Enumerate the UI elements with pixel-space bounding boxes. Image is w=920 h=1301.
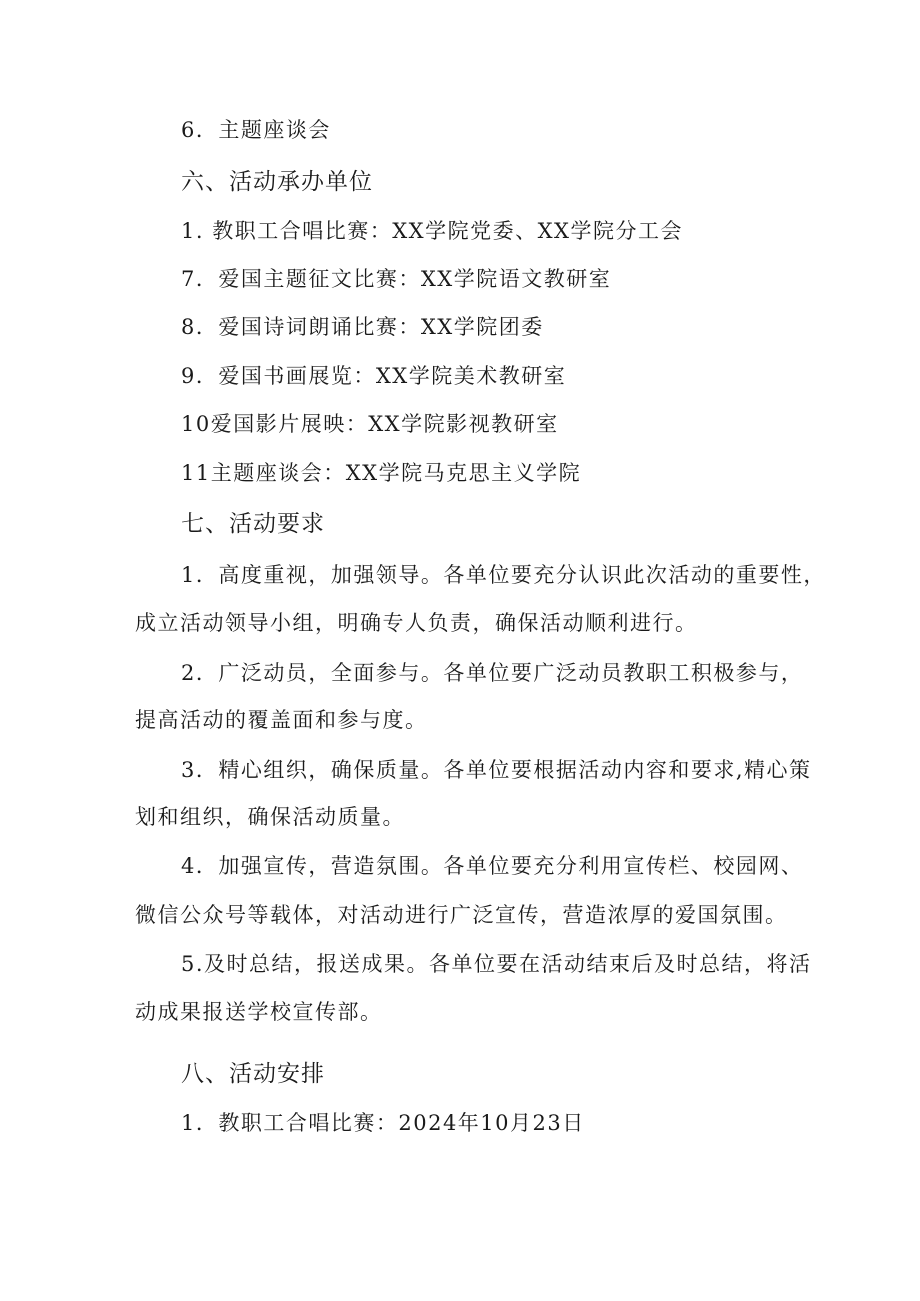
requirement-4-line2: 微信公众号等载体，对活动进行广泛宣传，营造浓厚的爱国氛围。 bbox=[135, 903, 788, 927]
requirement-2-line2: 提高活动的覆盖面和参与度。 bbox=[135, 708, 428, 732]
requirement-5-line2: 动成果报送学校宣传部。 bbox=[135, 1000, 383, 1024]
organizer-item-calligraphy: 9．爱国书画展览：XX学院美术教研室 bbox=[181, 364, 567, 388]
organizer-item-forum: 11主题座谈会：XX学院马克思主义学院 bbox=[181, 461, 582, 485]
organizer-item-film: 10爱国影片展映：XX学院影视教研室 bbox=[181, 412, 559, 436]
section-heading-requirements: 七、活动要求 bbox=[181, 511, 325, 537]
organizer-item-choir: 1. 教职工合唱比赛：XX学院党委、XX学院分工会 bbox=[181, 219, 684, 243]
requirement-4-line1: 4．加强宣传，营造氛围。各单位要充分利用宣传栏、校园网、 bbox=[181, 854, 804, 878]
requirement-3-line2: 划和组织，确保活动质量。 bbox=[135, 805, 405, 829]
requirement-2-line1: 2．广泛动员，全面参与。各单位要广泛动员教职工积极参与， bbox=[181, 661, 804, 685]
section-heading-schedule: 八、活动安排 bbox=[181, 1061, 325, 1087]
schedule-item-choir: 1．教职工合唱比赛：2024年10月23日 bbox=[181, 1111, 585, 1135]
organizer-item-essay: 7．爱国主题征文比赛：XX学院语文教研室 bbox=[181, 267, 612, 291]
requirement-1-line2: 成立活动领导小组，明确专人负责，确保活动顺利进行。 bbox=[135, 611, 698, 635]
organizer-item-poetry: 8．爱国诗词朗诵比赛：XX学院团委 bbox=[181, 315, 544, 339]
requirement-5-line1: 5.及时总结，报送成果。各单位要在活动结束后及时总结，将活 bbox=[181, 952, 812, 976]
requirement-3-line1: 3．精心组织，确保质量。各单位要根据活动内容和要求,精心策 bbox=[181, 758, 812, 782]
list-item-theme-forum: 6．主题座谈会 bbox=[181, 118, 331, 142]
requirement-1-line1: 1．高度重视，加强领导。各单位要充分认识此次活动的重要性， bbox=[181, 563, 826, 587]
section-heading-organizers: 六、活动承办单位 bbox=[181, 169, 373, 195]
